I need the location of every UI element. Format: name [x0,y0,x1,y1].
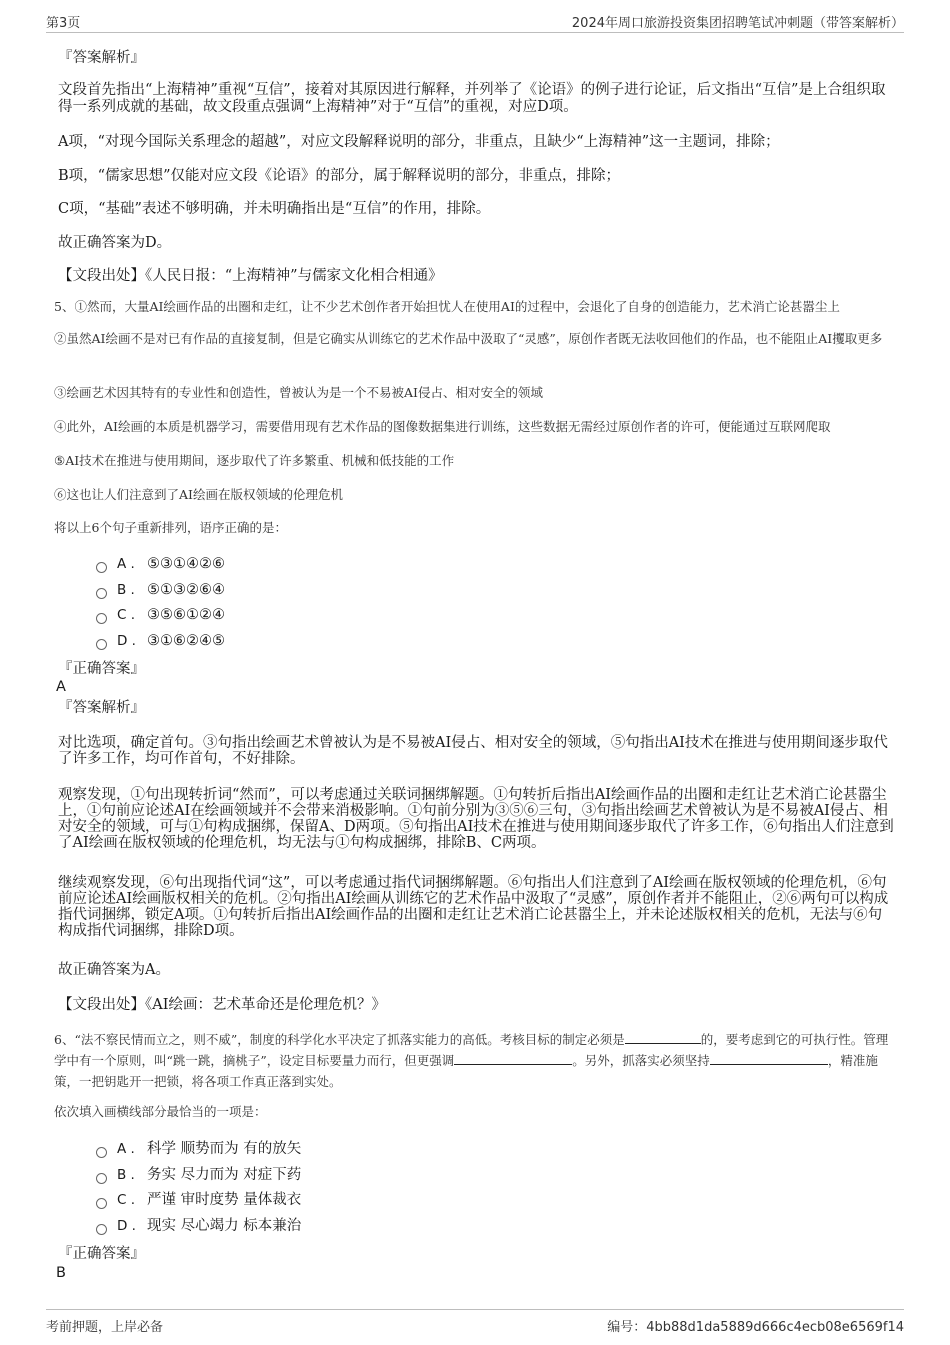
q6-prompt: 依次填入画横线部分最恰当的一项是： [54,1104,267,1119]
q5-sentence-1: 5、①然而，大量AI绘画作品的出圈和走红，让不少艺术创作者开始担忧人在使用AI的过程中，会退化了自身的创造能力，艺术消亡论甚嚣尘上 [54,299,840,314]
radio-icon[interactable] [96,639,107,650]
q5-analysis-title: 『答案解析』 [58,700,145,716]
q6-option-c[interactable]: C . 严谨 审时度势 量体裁衣 [96,1191,301,1209]
q5-analysis-3: 继续观察发现，⑥句出现指代词“这”，可以考虑通过指代词捆绑解题。⑥句指出人们注意到了AI绘画在版权领域的伦理危机，⑥句前应论述AI绘画版权相关的危机。②句指出AI绘画从训练它的艺术作品中汲取了“灵感”，原创作者并不能阻止，②⑥两句可以构成指代词捆绑，锁定A项。①句转折后指出AI绘画作品的出圈和走红让艺术消亡论甚嚣尘上，并未论述版权相关的危机，无法与⑥句构成指代词捆绑，排除D项。 [58,875,889,939]
answer-conclusion-1: 故正确答案为D。 [58,235,172,251]
blank-2 [454,1052,572,1065]
q5-sentence-5: ⑤AI技术在推进与使用期间，逐步取代了许多繁重、机械和低技能的工作 [54,453,455,468]
radio-icon[interactable] [96,588,107,599]
radio-icon[interactable] [96,1198,107,1209]
page-footer [46,1309,904,1338]
radio-icon[interactable] [96,1173,107,1184]
page-number: 第3页 [46,16,81,31]
q6-stem: 6、“法不察民情而立之，则不威”，制度的科学化水平决定了抓落实能力的高低。考核目标的制定必须是 的，要考虑到它的可执行性。管理学中有一个原则，叫“跳一跳，摘桃子”，设定目标要量力而行，但更强调 。另外，抓落实必须坚持 ，精准施策，一把钥匙开一把锁，将各项工作真正落到实处。 [54,1032,889,1089]
q5-analysis-2: 观察发现，①句出现转折词“然而”，可以考虑通过关联词捆绑解题。①句转折后指出AI绘画作品的出圈和走红让艺术消亡论甚嚣尘上，①句前应论述AI在绘画领域并不会带来消极影响。①句前分别为③⑤⑥三句，③句指出绘画艺术曾被认为是不易被AI侵占、相对安全的领域，可与①句构成捆绑，保留A、D两项。⑤句指出AI技术在推进与使用期间逐步取代了许多工作，⑥句指出人们注意到了AI绘画在版权领域的伦理危机，均无法与①句构成捆绑，排除B、C两项。 [58,787,894,851]
q5-answer: A [56,679,66,695]
q5-option-a[interactable]: A . ⑤③①④②⑥ [96,555,225,573]
q5-option-b[interactable]: B . ⑤①③②⑥④ [96,581,225,599]
analysis-option-b: B项，“儒家思想”仅能对应文段《论语》的部分，属于解释说明的部分，非重点，排除； [58,168,620,184]
q5-analysis-1: 对比选项，确定首句。③句指出绘画艺术曾被认为是不易被AI侵占、相对安全的领域，⑤句指出AI技术在推进与使用期间逐步取代了许多工作，均可作首句，不好排除。 [58,735,888,767]
q5-sentence-6: ⑥这也让人们注意到了AI绘画在版权领域的伦理危机 [54,487,343,502]
q5-option-d[interactable]: D . ③①⑥②④⑤ [96,632,225,650]
q6-option-b[interactable]: B . 务实 尽力而为 对症下药 [96,1166,301,1184]
q6-option-d[interactable]: D . 现实 尽心竭力 标本兼治 [96,1217,301,1235]
q5-sentence-2: ②虽然AI绘画不是对已有作品的直接复制，但是它确实从训练它的艺术作品中汲取了“灵感”，原创作者既无法收回他们的作品，也不能阻止AI攫取更多 [54,331,883,346]
q5-answer-title: 『正确答案』 [58,661,145,677]
q5-source: 【文段出处】《AI绘画：艺术革命还是伦理危机？》 [58,997,386,1013]
radio-icon[interactable] [96,1224,107,1235]
analysis-paragraph: 文段首先指出“上海精神”重视“互信”，接着对其原因进行解释，并列举了《论语》的例子进行论证，后文指出“互信”是上合组织取得一系列成就的基础，故文段重点强调“上海精神”对于“互信”的重视，对应D项。 [58,82,886,115]
footer-slogan: 考前押题，上岸必备 [46,1320,164,1335]
radio-icon[interactable] [96,613,107,624]
q5-sentence-4: ④此外，AI绘画的本质是机器学习，需要借用现有艺术作品的图像数据集进行训练，这些数据无需经过原创作者的许可，便能通过互联网爬取 [54,419,831,434]
document-title: 2024年周口旅游投资集团招聘笔试冲刺题（带答案解析） [571,16,904,31]
analysis-title-1: 『答案解析』 [58,50,145,66]
q6-answer: B [56,1265,66,1281]
blank-3 [710,1052,828,1065]
q5-option-c[interactable]: C . ③⑤⑥①②④ [96,606,225,624]
q6-answer-title: 『正确答案』 [58,1246,145,1262]
q5-conclusion: 故正确答案为A。 [58,962,170,978]
radio-icon[interactable] [96,562,107,573]
analysis-option-a: A项，“对现今国际关系理念的超越”，对应文段解释说明的部分，非重点，且缺少“上海精神”这一主题词，排除； [58,134,780,150]
q5-prompt: 将以上6个句子重新排列，语序正确的是： [54,520,287,535]
document-code: 编号：4bb88d1da5889d666c4ecb08e6569f14 [607,1320,904,1335]
source-citation-1: 【文段出处】《人民日报：“上海精神”与儒家文化相合相通》 [58,268,443,284]
analysis-option-c: C项，“基础”表述不够明确，并未明确指出是“互信”的作用，排除。 [58,201,491,217]
blank-1 [625,1031,701,1044]
q5-sentence-3: ③绘画艺术因其特有的专业性和创造性，曾被认为是一个不易被AI侵占、相对安全的领域 [54,385,543,400]
radio-icon[interactable] [96,1147,107,1158]
page-header [46,8,904,33]
q6-option-a[interactable]: A . 科学 顺势而为 有的放矢 [96,1140,301,1158]
